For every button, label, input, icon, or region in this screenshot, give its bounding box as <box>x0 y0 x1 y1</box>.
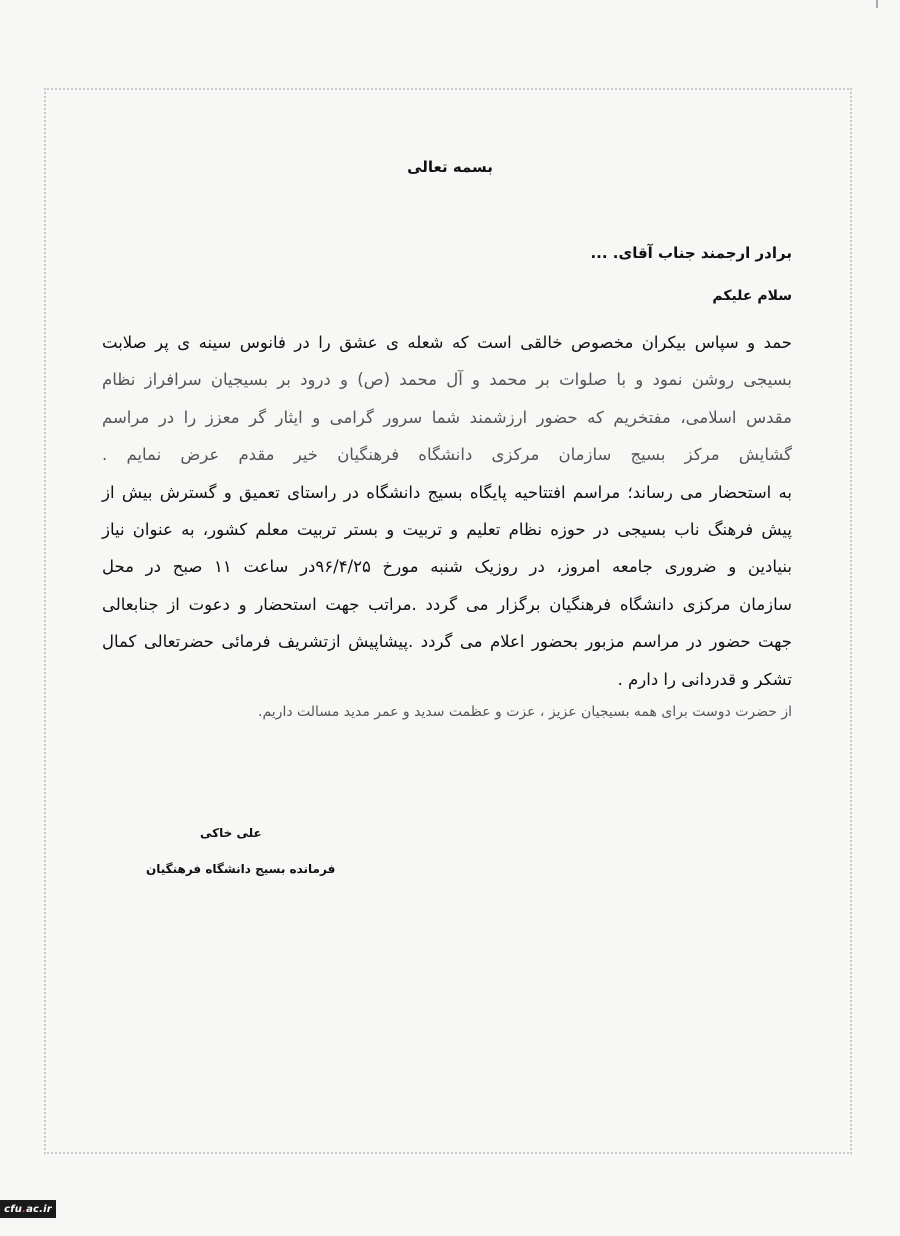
signature-title: فرمانده بسیج دانشگاه فرهنگیان <box>146 862 336 876</box>
watermark-suffix: ac.ir <box>26 1203 52 1215</box>
body-line: مقدس اسلامی، مفتخریم که حضور ارزشمند شما سرور گرامی و ایثار گر معزز را در مراسم <box>102 407 792 427</box>
body-line: پیش فرهنگ ناب بسیجی در حوزه نظام تعلیم و تربیت و بستر تربیت معلم کشور، به عنوان نیاز <box>102 519 792 539</box>
salutation: برادر ارجمند جناب آقای. ... <box>590 244 792 262</box>
greeting: سلام علیکم <box>712 288 792 304</box>
letter-heading: بسمه تعالی <box>407 158 493 176</box>
closing-line: از حضرت دوست برای همه بسیجیان عزیز ، عزت و عظمت سدید و عمر مدید مسالت داریم. <box>258 704 792 720</box>
signature-name: علی خاکی <box>200 826 262 840</box>
letter-body <box>102 324 792 698</box>
scan-edge-mark <box>866 0 878 8</box>
body-line: جهت حضور در مراسم مزبور بحضور اعلام می گردد .پیشاپیش ازتشریف فرمائی حضرتعالی کمال <box>102 632 792 652</box>
body-line: تشکر و قدردانی را دارم . <box>617 669 792 689</box>
body-line: بسیجی روشن نمود و با صلوات بر محمد و آل محمد (ص) و درود بر بسیجیان سرافراز نظام <box>102 370 792 390</box>
body-line: بنیادین و ضروری جامعه امروز، در روزیک شنبه مورخ ۹۶/۴/۲۵در ساعت ۱۱ صبح در محل <box>102 557 792 577</box>
body-line: سازمان مرکزی دانشگاه فرهنگیان برگزار می گردد .مراتب جهت استحضار و دعوت از جنابعالی <box>102 594 792 614</box>
watermark-name: cfu <box>4 1203 23 1215</box>
watermark-dot: . <box>22 1203 27 1215</box>
body-line: به استحضار می رساند؛ مراسم افتتاحیه پایگاه بسیج دانشگاه در راستای تعمیق و گسترش بیش از <box>102 482 792 502</box>
site-watermark <box>0 1200 56 1218</box>
body-line: حمد و سپاس بیکران مخصوص خالقی است که شعله ی عشق را در فانوس سینه ی پر صلابت <box>102 333 792 352</box>
body-line: گشایش مرکز بسیج سازمان مرکزی دانشگاه فرهنگیان خیر مقدم عرض نمایم . <box>102 445 792 465</box>
